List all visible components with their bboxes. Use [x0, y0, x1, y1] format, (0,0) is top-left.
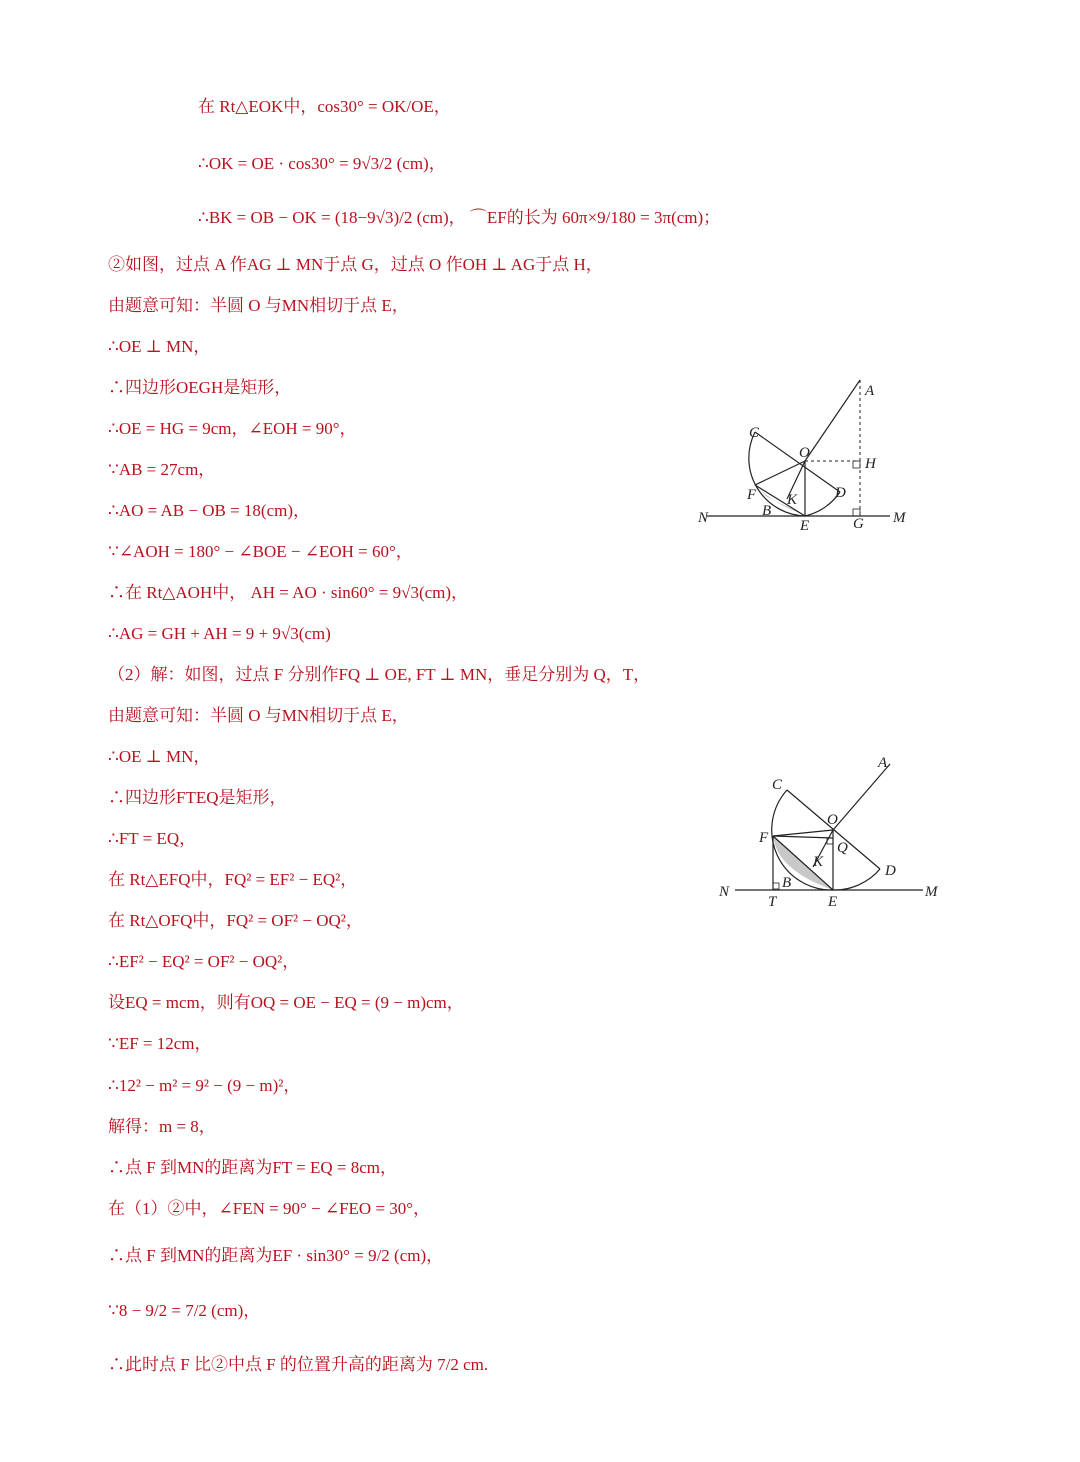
label-b: B — [782, 875, 792, 891]
label-n: N — [698, 510, 709, 526]
text-line: 由题意可知：半圆 O 与MN相切于点 E， — [108, 706, 409, 725]
text-line: ∴四边形FTEQ是矩形， — [108, 788, 287, 807]
label-c: C — [749, 425, 760, 441]
label-k: K — [813, 854, 824, 870]
text-line: ∴OE ⊥ MN， — [108, 337, 211, 356]
label-q: Q — [837, 840, 848, 856]
label-m: M — [893, 510, 906, 526]
text-line: ∵8 − 9/2 = 7/2 (cm)， — [108, 1301, 261, 1320]
text-line: 解得：m = 8， — [108, 1117, 216, 1136]
label-e: E — [828, 894, 838, 910]
label-d: D — [885, 863, 896, 879]
text-line: （2）解：如图，过点 F 分别作FQ ⊥ OE, FT ⊥ MN，垂足分别为 Q，T， — [108, 665, 651, 684]
label-t: T — [768, 894, 777, 910]
label-d: D — [835, 485, 846, 501]
text-line: ∵AB = 27cm， — [108, 460, 216, 479]
text-line: ②如图，过点 A 作AG ⊥ MN于点 G，过点 O 作OH ⊥ AG于点 H， — [108, 255, 603, 274]
label-a: A — [878, 755, 888, 771]
text-line: 在（1）②中，∠FEN = 90° − ∠FEO = 30°， — [108, 1199, 431, 1218]
text-line: ∴点 F 到MN的距离为FT = EQ = 8cm， — [108, 1158, 397, 1177]
text-line: ∵EF = 12cm， — [108, 1034, 212, 1053]
label-c: C — [772, 777, 783, 793]
label-m: M — [925, 884, 938, 900]
label-e: E — [800, 518, 810, 534]
text-line: 在 Rt△OFQ中，FQ² = OF² − OQ²， — [108, 911, 363, 930]
text-line: ∴FT = EQ， — [108, 829, 197, 848]
text-line: 由题意可知：半圆 O 与MN相切于点 E， — [108, 296, 409, 315]
text-line: ∴OE ⊥ MN， — [108, 747, 211, 766]
text-line: ∴四边形OEGH是矩形， — [108, 378, 292, 397]
label-h: H — [865, 456, 876, 472]
label-a: A — [865, 383, 875, 399]
text-line: ∴此时点 F 比②中点 F 的位置升高的距离为 7/2 cm. — [108, 1355, 489, 1374]
geometry-figure-1 — [695, 375, 915, 535]
label-o: O — [799, 445, 810, 461]
label-n: N — [719, 884, 730, 900]
text-line: 在 Rt△EOK中，cos30° = OK/OE， — [198, 97, 451, 116]
text-line: ∴AG = GH + AH = 9 + 9√3(cm) — [108, 624, 331, 643]
text-line: ∴EF² − EQ² = OF² − OQ²， — [108, 952, 300, 971]
text-line: ∴点 F 到MN的距离为EF · sin30° = 9/2 (cm)， — [108, 1246, 444, 1265]
geometry-figure-2 — [715, 752, 945, 912]
label-o: O — [827, 812, 838, 828]
label-b: B — [762, 503, 772, 519]
label-k: K — [787, 492, 798, 508]
text-line: ∴OE = HG = 9cm，∠EOH = 90°， — [108, 419, 357, 438]
text-line: ∴OK = OE · cos30° = 9√3/2 (cm)， — [198, 154, 446, 173]
text-line: 设EQ = mcm，则有OQ = OE − EQ = (9 − m)cm， — [108, 993, 464, 1012]
text-line: 在 Rt△EFQ中，FQ² = EF² − EQ²， — [108, 870, 358, 889]
text-line: ∴BK = OB − OK = (18−9√3)/2 (cm)， ⌒EF的长为 60π×9/180 = 3π(cm)； — [198, 208, 721, 227]
label-f: F — [759, 830, 769, 846]
label-g: G — [853, 516, 864, 532]
text-line: ∵∠AOH = 180° − ∠BOE − ∠EOH = 60°， — [108, 542, 413, 561]
label-f: F — [747, 487, 757, 503]
text-line: ∴AO = AB − OB = 18(cm)， — [108, 501, 311, 520]
text-line: ∴12² − m² = 9² − (9 − m)²， — [108, 1076, 301, 1095]
text-line: ∴在 Rt△AOH中， AH = AO · sin60° = 9√3(cm)， — [108, 583, 469, 602]
